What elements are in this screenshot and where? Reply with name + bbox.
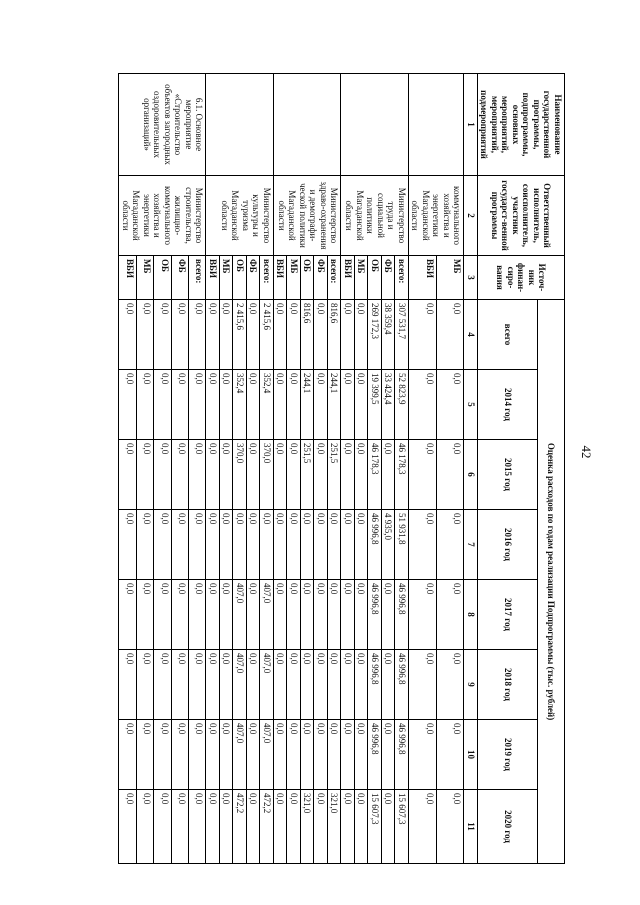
executor-cell: Министерство культуры и туризма Магаданской области xyxy=(206,176,274,256)
column-number: 8 xyxy=(464,580,478,650)
header-year: 2020 год xyxy=(478,790,538,864)
amount-cell: 0,0 xyxy=(171,300,188,370)
amount-cell: 0,0 xyxy=(154,510,171,580)
funding-source-cell: всего: xyxy=(260,256,274,300)
funding-source-cell: МБ xyxy=(355,256,369,300)
funding-source-cell: ОБ xyxy=(154,256,171,300)
amount-cell: 51 931,8 xyxy=(395,510,409,580)
amount-cell: 0,0 xyxy=(287,580,301,650)
amount-cell: 0,0 xyxy=(260,510,274,580)
amount-cell: 0,0 xyxy=(119,510,136,580)
column-number: 3 xyxy=(464,256,478,300)
funding-source-cell: всего: xyxy=(395,256,409,300)
amount-cell: 46 996,8 xyxy=(395,650,409,720)
column-number: 2 xyxy=(464,176,478,256)
amount-cell: 0,0 xyxy=(409,440,437,510)
amount-cell: 407,0 xyxy=(260,720,274,790)
amount-cell: 0,0 xyxy=(189,790,206,864)
amount-cell: 407,0 xyxy=(233,720,247,790)
amount-cell: 46 178,3 xyxy=(395,440,409,510)
amount-cell: 0,0 xyxy=(341,440,355,510)
amount-cell: 0,0 xyxy=(355,720,369,790)
amount-cell: 0,0 xyxy=(247,440,261,510)
amount-cell: 0,0 xyxy=(247,720,261,790)
column-number: 7 xyxy=(464,510,478,580)
amount-cell: 0,0 xyxy=(409,370,437,440)
funding-source-cell: МБ xyxy=(436,256,464,300)
program-name-cell xyxy=(206,74,274,176)
amount-cell: 0,0 xyxy=(189,510,206,580)
amount-cell: 352,4 xyxy=(260,370,274,440)
amount-cell: 46 996,8 xyxy=(368,650,382,720)
amount-cell: 321,0 xyxy=(301,790,315,864)
amount-cell: 0,0 xyxy=(328,510,342,580)
amount-cell: 0,0 xyxy=(189,650,206,720)
amount-cell: 2 415,6 xyxy=(233,300,247,370)
header-year: 2016 год xyxy=(478,510,538,580)
header-estimate: Оценка расходов по годам реализации Подпрограммы (тыс. рублей) xyxy=(538,300,565,864)
amount-cell: 0,0 xyxy=(247,790,261,864)
table-row xyxy=(189,74,206,864)
funding-source-cell: ВБИ xyxy=(341,256,355,300)
amount-cell: 0,0 xyxy=(287,510,301,580)
amount-cell: 407,0 xyxy=(260,580,274,650)
amount-cell: 352,4 xyxy=(233,370,247,440)
amount-cell: 0,0 xyxy=(247,370,261,440)
amount-cell: 0,0 xyxy=(409,580,437,650)
amount-cell: 0,0 xyxy=(119,440,136,510)
amount-cell: 816,6 xyxy=(328,300,342,370)
amount-cell: 0,0 xyxy=(436,370,464,440)
amount-cell: 472,2 xyxy=(260,790,274,864)
amount-cell: 0,0 xyxy=(274,300,288,370)
amount-cell: 307 531,7 xyxy=(395,300,409,370)
amount-cell: 0,0 xyxy=(314,440,328,510)
amount-cell: 0,0 xyxy=(220,790,234,864)
amount-cell: 0,0 xyxy=(436,790,464,864)
amount-cell: 0,0 xyxy=(314,790,328,864)
amount-cell: 0,0 xyxy=(220,440,234,510)
amount-cell: 0,0 xyxy=(355,790,369,864)
amount-cell: 0,0 xyxy=(119,370,136,440)
amount-cell: 0,0 xyxy=(206,650,220,720)
amount-cell: 407,0 xyxy=(233,650,247,720)
amount-cell: 0,0 xyxy=(409,720,437,790)
amount-cell: 0,0 xyxy=(171,720,188,790)
amount-cell: 0,0 xyxy=(436,720,464,790)
amount-cell: 46 996,8 xyxy=(395,580,409,650)
table-row xyxy=(328,74,342,864)
amount-cell: 0,0 xyxy=(189,370,206,440)
amount-cell: 0,0 xyxy=(136,510,153,580)
amount-cell: 0,0 xyxy=(206,790,220,864)
program-name-cell: 6.1. Основное мероприятие «Строительство объектов загородных оздоровительных организаций» xyxy=(119,74,206,176)
amount-cell: 33 424,4 xyxy=(382,370,396,440)
budget-table xyxy=(119,73,566,864)
amount-cell: 0,0 xyxy=(220,580,234,650)
funding-source-cell: ВБИ xyxy=(274,256,288,300)
amount-cell: 0,0 xyxy=(436,510,464,580)
amount-cell: 46 178,3 xyxy=(368,440,382,510)
amount-cell: 0,0 xyxy=(328,650,342,720)
amount-cell: 0,0 xyxy=(409,790,437,864)
column-number: 11 xyxy=(464,790,478,864)
column-number: 6 xyxy=(464,440,478,510)
amount-cell: 0,0 xyxy=(341,790,355,864)
amount-cell: 0,0 xyxy=(136,790,153,864)
amount-cell: 0,0 xyxy=(409,510,437,580)
amount-cell: 0,0 xyxy=(136,650,153,720)
amount-cell: 0,0 xyxy=(119,580,136,650)
amount-cell: 0,0 xyxy=(247,650,261,720)
amount-cell: 407,0 xyxy=(260,650,274,720)
amount-cell: 0,0 xyxy=(328,580,342,650)
amount-cell: 407,0 xyxy=(233,580,247,650)
amount-cell: 244,1 xyxy=(301,370,315,440)
amount-cell: 269 172,3 xyxy=(368,300,382,370)
amount-cell: 0,0 xyxy=(171,790,188,864)
amount-cell: 0,0 xyxy=(301,580,315,650)
funding-source-cell: всего: xyxy=(328,256,342,300)
amount-cell: 0,0 xyxy=(341,580,355,650)
executor-cell: Министерство строительства, жилищно-коммунального хозяйства и энергетики Магаданской области xyxy=(119,176,206,256)
funding-source-cell: МБ xyxy=(136,256,153,300)
amount-cell: 0,0 xyxy=(287,720,301,790)
amount-cell: 0,0 xyxy=(247,580,261,650)
amount-cell: 0,0 xyxy=(154,790,171,864)
amount-cell: 0,0 xyxy=(154,300,171,370)
amount-cell: 0,0 xyxy=(206,300,220,370)
program-name-cell xyxy=(409,74,465,176)
amount-cell: 0,0 xyxy=(189,440,206,510)
amount-cell: 0,0 xyxy=(341,650,355,720)
amount-cell: 0,0 xyxy=(119,720,136,790)
funding-source-cell: ФБ xyxy=(382,256,396,300)
table-row xyxy=(395,74,409,864)
amount-cell: 0,0 xyxy=(154,720,171,790)
amount-cell: 0,0 xyxy=(355,580,369,650)
amount-cell: 0,0 xyxy=(436,650,464,720)
amount-cell: 0,0 xyxy=(287,650,301,720)
header-year: 2018 год xyxy=(478,650,538,720)
column-number: 9 xyxy=(464,650,478,720)
header-executor: Ответственный исполнитель, соисполнитель, участник государст-венной программы xyxy=(478,176,565,256)
amount-cell: 0,0 xyxy=(220,720,234,790)
amount-cell: 2 415,6 xyxy=(260,300,274,370)
amount-cell: 0,0 xyxy=(206,580,220,650)
amount-cell: 0,0 xyxy=(274,790,288,864)
amount-cell: 0,0 xyxy=(341,720,355,790)
amount-cell: 0,0 xyxy=(220,510,234,580)
amount-cell: 0,0 xyxy=(154,580,171,650)
amount-cell: 15 607,3 xyxy=(368,790,382,864)
executor-cell: коммунального хозяйства и энергетики Магаданской области xyxy=(409,176,465,256)
funding-source-cell: ВБИ xyxy=(119,256,136,300)
funding-source-cell: ВБИ xyxy=(206,256,220,300)
amount-cell: 0,0 xyxy=(154,440,171,510)
amount-cell: 0,0 xyxy=(247,510,261,580)
amount-cell: 0,0 xyxy=(119,790,136,864)
amount-cell: 0,0 xyxy=(436,580,464,650)
amount-cell: 0,0 xyxy=(189,720,206,790)
executor-cell: Министерство здраво-охранения и демографи-ческой политики Магаданской области xyxy=(274,176,342,256)
amount-cell: 4 935,0 xyxy=(382,510,396,580)
amount-cell: 0,0 xyxy=(247,300,261,370)
header-source: Источ-ник финан-сиро-вания xyxy=(478,256,565,300)
amount-cell: 0,0 xyxy=(409,300,437,370)
amount-cell: 0,0 xyxy=(171,370,188,440)
amount-cell: 0,0 xyxy=(171,650,188,720)
executor-cell: Министерство труда и социальной политики Магаданской области xyxy=(341,176,409,256)
table-row xyxy=(436,74,464,864)
amount-cell: 0,0 xyxy=(136,300,153,370)
amount-cell: 370,0 xyxy=(260,440,274,510)
amount-cell: 0,0 xyxy=(382,580,396,650)
header-year: 2014 год xyxy=(478,370,538,440)
amount-cell: 0,0 xyxy=(301,720,315,790)
amount-cell: 0,0 xyxy=(171,580,188,650)
header-year: 2019 год xyxy=(478,720,538,790)
amount-cell: 370,0 xyxy=(233,440,247,510)
rotated-table-container xyxy=(45,73,565,863)
amount-cell: 0,0 xyxy=(314,510,328,580)
amount-cell: 251,5 xyxy=(328,440,342,510)
funding-source-cell: МБ xyxy=(220,256,234,300)
amount-cell: 0,0 xyxy=(189,580,206,650)
page-number: 42 xyxy=(579,445,594,459)
amount-cell: 0,0 xyxy=(274,650,288,720)
amount-cell: 0,0 xyxy=(287,300,301,370)
amount-cell: 0,0 xyxy=(341,370,355,440)
column-number: 4 xyxy=(464,300,478,370)
amount-cell: 0,0 xyxy=(220,650,234,720)
amount-cell: 0,0 xyxy=(220,370,234,440)
amount-cell: 0,0 xyxy=(206,510,220,580)
amount-cell: 0,0 xyxy=(136,370,153,440)
amount-cell: 0,0 xyxy=(314,650,328,720)
program-name-cell xyxy=(274,74,342,176)
table-row xyxy=(260,74,274,864)
amount-cell: 472,2 xyxy=(233,790,247,864)
column-number: 5 xyxy=(464,370,478,440)
funding-source-cell: ОБ xyxy=(301,256,315,300)
amount-cell: 0,0 xyxy=(436,440,464,510)
amount-cell: 0,0 xyxy=(206,720,220,790)
funding-source-cell: ФБ xyxy=(314,256,328,300)
amount-cell: 0,0 xyxy=(274,440,288,510)
amount-cell: 251,5 xyxy=(301,440,315,510)
funding-source-cell: ФБ xyxy=(247,256,261,300)
amount-cell: 0,0 xyxy=(382,440,396,510)
amount-cell: 0,0 xyxy=(314,300,328,370)
amount-cell: 0,0 xyxy=(154,650,171,720)
amount-cell: 0,0 xyxy=(382,790,396,864)
amount-cell: 0,0 xyxy=(154,370,171,440)
header-total: всего xyxy=(478,300,538,370)
funding-source-cell: ОБ xyxy=(233,256,247,300)
table-body xyxy=(119,74,464,864)
amount-cell: 0,0 xyxy=(382,650,396,720)
amount-cell: 0,0 xyxy=(233,510,247,580)
amount-cell: 0,0 xyxy=(287,370,301,440)
amount-cell: 46 996,8 xyxy=(395,720,409,790)
funding-source-cell: ОБ xyxy=(368,256,382,300)
column-numbers-row xyxy=(464,74,478,864)
amount-cell: 0,0 xyxy=(314,580,328,650)
amount-cell: 244,1 xyxy=(328,370,342,440)
amount-cell: 46 996,8 xyxy=(368,580,382,650)
amount-cell: 0,0 xyxy=(301,510,315,580)
amount-cell: 46 996,8 xyxy=(368,720,382,790)
amount-cell: 52 823,9 xyxy=(395,370,409,440)
amount-cell: 0,0 xyxy=(189,300,206,370)
amount-cell: 0,0 xyxy=(314,370,328,440)
amount-cell: 0,0 xyxy=(274,370,288,440)
amount-cell: 0,0 xyxy=(206,370,220,440)
amount-cell: 0,0 xyxy=(355,440,369,510)
amount-cell: 0,0 xyxy=(274,510,288,580)
amount-cell: 0,0 xyxy=(274,720,288,790)
funding-source-cell: МБ xyxy=(287,256,301,300)
amount-cell: 19 399,5 xyxy=(368,370,382,440)
program-name-cell xyxy=(341,74,409,176)
amount-cell: 0,0 xyxy=(136,720,153,790)
amount-cell: 0,0 xyxy=(301,650,315,720)
amount-cell: 0,0 xyxy=(171,440,188,510)
column-number: 10 xyxy=(464,720,478,790)
amount-cell: 0,0 xyxy=(287,440,301,510)
funding-source-cell: всего: xyxy=(189,256,206,300)
amount-cell: 0,0 xyxy=(382,720,396,790)
column-number: 1 xyxy=(464,74,478,176)
amount-cell: 0,0 xyxy=(355,510,369,580)
funding-source-cell: ФБ xyxy=(171,256,188,300)
amount-cell: 0,0 xyxy=(119,300,136,370)
amount-cell: 0,0 xyxy=(119,650,136,720)
amount-cell: 0,0 xyxy=(409,650,437,720)
amount-cell: 0,0 xyxy=(436,300,464,370)
amount-cell: 0,0 xyxy=(328,720,342,790)
amount-cell: 0,0 xyxy=(341,510,355,580)
amount-cell: 46 996,8 xyxy=(368,510,382,580)
amount-cell: 816,6 xyxy=(301,300,315,370)
amount-cell: 0,0 xyxy=(171,510,188,580)
amount-cell: 321,0 xyxy=(328,790,342,864)
header-year: 2015 год xyxy=(478,440,538,510)
amount-cell: 0,0 xyxy=(355,370,369,440)
amount-cell: 0,0 xyxy=(220,300,234,370)
amount-cell: 0,0 xyxy=(355,300,369,370)
amount-cell: 0,0 xyxy=(287,790,301,864)
amount-cell: 0,0 xyxy=(355,650,369,720)
amount-cell: 15 607,3 xyxy=(395,790,409,864)
amount-cell: 0,0 xyxy=(136,440,153,510)
amount-cell: 0,0 xyxy=(274,580,288,650)
amount-cell: 0,0 xyxy=(314,720,328,790)
amount-cell: 0,0 xyxy=(136,580,153,650)
amount-cell: 0,0 xyxy=(341,300,355,370)
header-name: Наименование государственной программы, подпрограммы, основных мероприятий, мероприятий, подмероприятий xyxy=(478,74,565,176)
amount-cell: 38 359,4 xyxy=(382,300,396,370)
amount-cell: 0,0 xyxy=(206,440,220,510)
funding-source-cell: ВБИ xyxy=(409,256,437,300)
header-year: 2017 год xyxy=(478,580,538,650)
